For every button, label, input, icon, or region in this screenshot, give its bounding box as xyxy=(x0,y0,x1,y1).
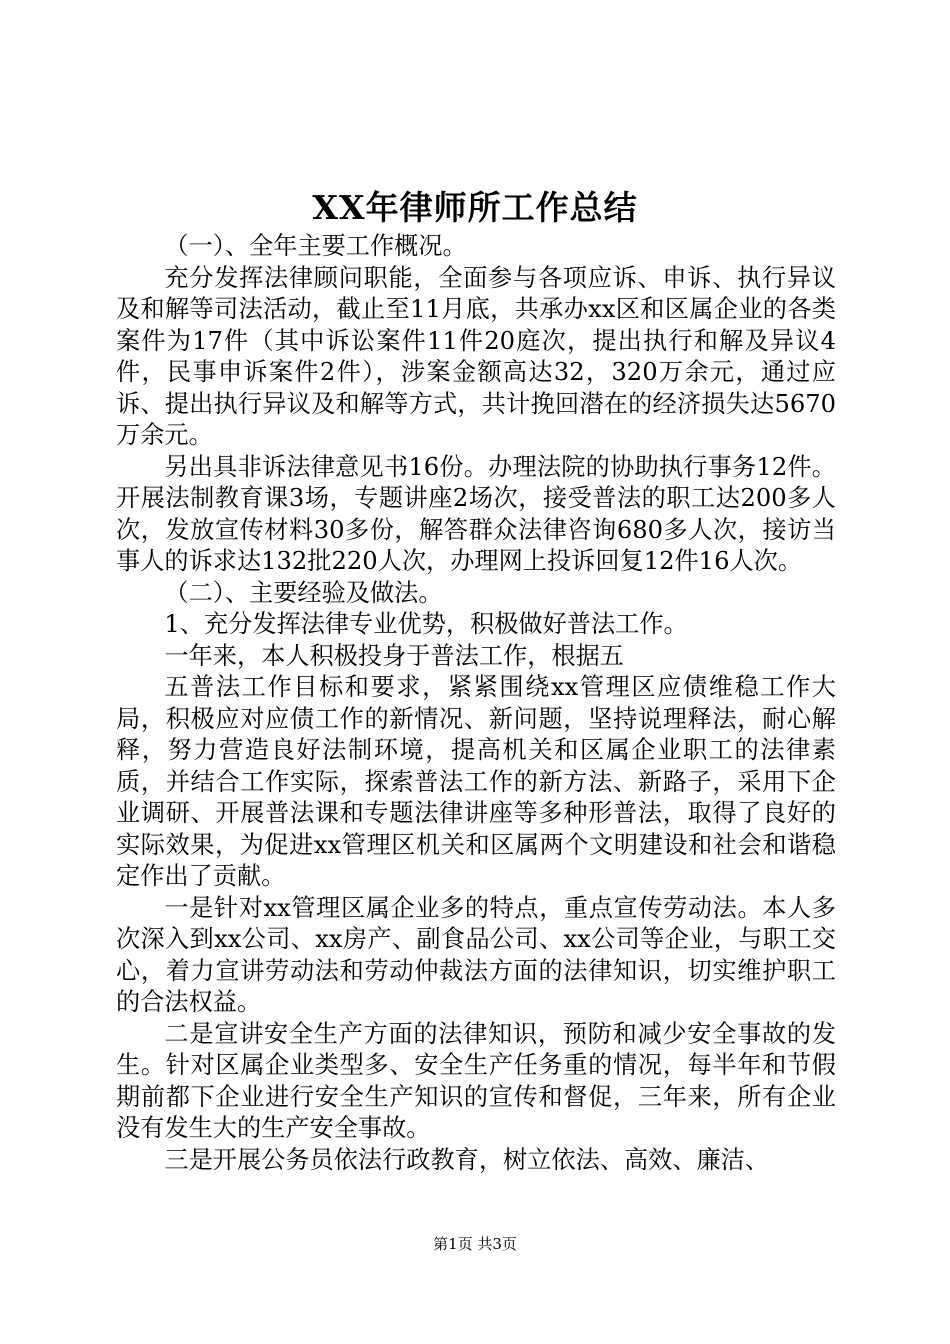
paragraph: 三是开展公务员依法行政教育，树立依法、高效、廉洁、 xyxy=(164,1145,770,1174)
paragraph: 一是针对xx管理区属企业多的特点，重点宣传劳动法。本人多次深入到xx公司、xx房产、副食品公司、xx公司等企业，与职工交心，着力宣讲劳动法和劳动仲裁法方面的法律知识，切实维护职工的合法权益。 xyxy=(116,893,836,1016)
paragraph: 另出具非诉法律意见书16份。办理法院的协助执行事务12件。开展法制教育课3场，专题讲座2场次，接受普法的职工达200多人次，发放宣传材料30多份，解答群众法律咨询680多人次，接访当事人的诉求达132批220人次，办理网上投诉回复12件16人次。 xyxy=(116,452,836,575)
document-body xyxy=(116,231,836,1176)
subsection-heading: 1、充分发挥法律专业优势，积极做好普法工作。 xyxy=(164,610,688,638)
paragraph: 充分发挥法律顾问职能，全面参与各项应诉、申诉、执行异议及和解等司法活动，截止至11月底，共承办xx区和区属企业的各类案件为17件（其中诉讼案件11件20庭次，提出执行和解及异议4件，民事申诉案件2件），涉案金额高达32，320万余元，通过应诉、提出执行异议及和解等方式，共计挽回潜在的经济损失达5670万余元。 xyxy=(116,263,836,449)
section-heading-2: （二）、主要经验及做法。 xyxy=(164,578,443,607)
paragraph: 二是宣讲安全生产方面的法律知识，预防和减少安全事故的发生。针对区属企业类型多、安全生产任务重的情况，每半年和节假期前都下企业进行安全生产知识的宣传和督促，三年来，所有企业没有发生大的生产安全事故。 xyxy=(116,1019,836,1142)
paragraph: 一年来，本人积极投身于普法工作，根据五 xyxy=(164,641,624,670)
page-footer: 第1页 共3页 xyxy=(433,1235,517,1253)
paragraph: 五普法工作目标和要求，紧紧围绕xx管理区应债维稳工作大局，积极应对应债工作的新情况、新问题，坚持说理释法，耐心解释，努力营造良好法制环境，提高机关和区属企业职工的法律素质，并结合工作实际，探索普法工作的新方法、新路子，采用下企业调研、开展普法课和专题法律讲座等多种形普法，取得了良好的实际效果，为促进xx管理区机关和区属两个文明建设和社会和谐稳定作出了贡献。 xyxy=(116,673,836,890)
document-title: XX年律师所工作总结 xyxy=(312,188,638,227)
section-heading-1: （一）、全年主要工作概况。 xyxy=(164,232,467,260)
